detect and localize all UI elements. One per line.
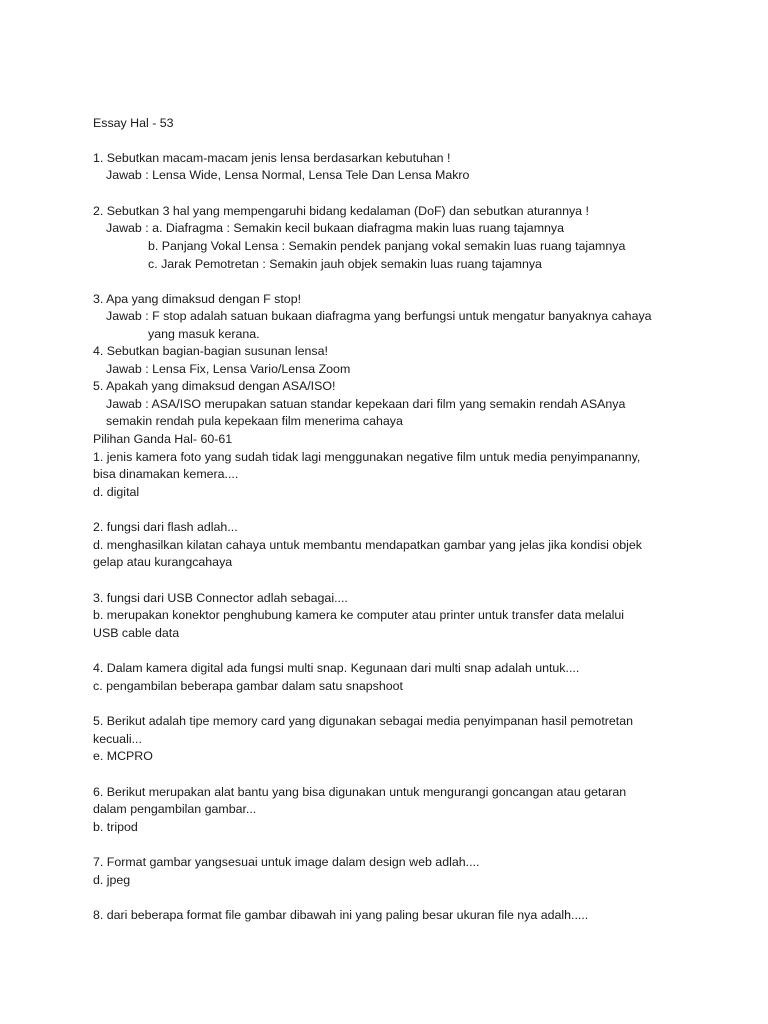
essay-q1-answer: Jawab : Lensa Wide, Lensa Normal, Lensa Tele Dan Lensa Makro bbox=[106, 168, 470, 182]
essay-title: Essay Hal - 53 bbox=[93, 116, 174, 130]
essay-q5-answer-line2: semakin rendah pula kepekaan film menerima cahaya bbox=[106, 414, 403, 428]
pg-q4-line1: 4. Dalam kamera digital ada fungsi multi snap. Kegunaan dari multi snap adalah untuk.... bbox=[93, 661, 580, 675]
essay-q3-answer-line1: Jawab : F stop adalah satuan bukaan diafragma yang berfungsi untuk mengatur banyaknya cahaya bbox=[106, 309, 652, 323]
essay-q2-question: 2. Sebutkan 3 hal yang mempengaruhi bidang kedalaman (DoF) dan sebutkan aturannya ! bbox=[93, 204, 589, 218]
pg-q6-line1: 6. Berikut merupakan alat bantu yang bisa digunakan untuk mengurangi goncangan atau getaran bbox=[93, 785, 627, 799]
pg-q1-answer: d. digital bbox=[93, 485, 140, 499]
pg-q1-line2: bisa dinamakan kemera.... bbox=[93, 467, 239, 481]
pg-q2-answer-line2: gelap atau kurangcahaya bbox=[93, 555, 233, 569]
essay-q5-answer-line1: Jawab : ASA/ISO merupakan satuan standar kepekaan dari film yang semakin rendah ASAnya bbox=[106, 397, 626, 411]
pg-q2-answer-line1: d. menghasilkan kilatan cahaya untuk membantu mendapatkan gambar yang jelas jika kondisi objek bbox=[93, 538, 642, 552]
essay-q2-answer-b: b. Panjang Vokal Lensa : Semakin pendek panjang vokal semakin luas ruang tajamnya bbox=[148, 239, 626, 253]
essay-q2-answer-c: c. Jarak Pemotretan : Semakin jauh objek semakin luas ruang tajamnya bbox=[148, 257, 542, 271]
essay-q4-answer: Jawab : Lensa Fix, Lensa Vario/Lensa Zoom bbox=[106, 362, 351, 376]
pg-q3-line1: 3. fungsi dari USB Connector adlah sebagai.... bbox=[93, 591, 348, 605]
pg-title: Pilihan Ganda Hal- 60-61 bbox=[93, 432, 233, 446]
pg-q4-answer: c. pengambilan beberapa gambar dalam satu snapshoot bbox=[93, 679, 403, 693]
essay-q5-question: 5. Apakah yang dimaksud dengan ASA/ISO! bbox=[93, 379, 336, 393]
pg-q6-answer: b. tripod bbox=[93, 820, 138, 834]
pg-q7-answer: d. jpeg bbox=[93, 873, 131, 887]
pg-q3-answer-line1: b. merupakan konektor penghubung kamera ke computer atau printer untuk transfer data melalui bbox=[93, 608, 625, 622]
pg-q3-answer-line2: USB cable data bbox=[93, 626, 180, 640]
essay-q3-question: 3. Apa yang dimaksud dengan F stop! bbox=[93, 292, 302, 306]
essay-q4-question: 4. Sebutkan bagian-bagian susunan lensa! bbox=[93, 344, 328, 358]
pg-q5-line1: 5. Berikut adalah tipe memory card yang digunakan sebagai media penyimpanan hasil pemotretan bbox=[93, 714, 634, 728]
pg-q7-line1: 7. Format gambar yangsesuai untuk image dalam design web adlah.... bbox=[93, 855, 480, 869]
pg-q1-line1: 1. jenis kamera foto yang sudah tidak lagi menggunakan negative film untuk media penyimpananny, bbox=[93, 450, 641, 464]
essay-q3-answer-line2: yang masuk kerana. bbox=[148, 327, 260, 341]
pg-q8-line1: 8. dari beberapa format file gambar dibawah ini yang paling besar ukuran file nya adalh..... bbox=[93, 908, 589, 922]
essay-q1-question: 1. Sebutkan macam-macam jenis lensa berdasarkan kebutuhan ! bbox=[93, 151, 451, 165]
pg-q6-line2: dalam pengambilan gambar... bbox=[93, 802, 257, 816]
pg-q2-line1: 2. fungsi dari flash adlah... bbox=[93, 520, 238, 534]
pg-q5-line2: kecuali... bbox=[93, 732, 142, 746]
pg-q5-answer: e. MCPRO bbox=[93, 749, 153, 763]
essay-q2-answer-a: Jawab : a. Diafragma : Semakin kecil bukaan diafragma makin luas ruang tajamnya bbox=[106, 221, 564, 235]
